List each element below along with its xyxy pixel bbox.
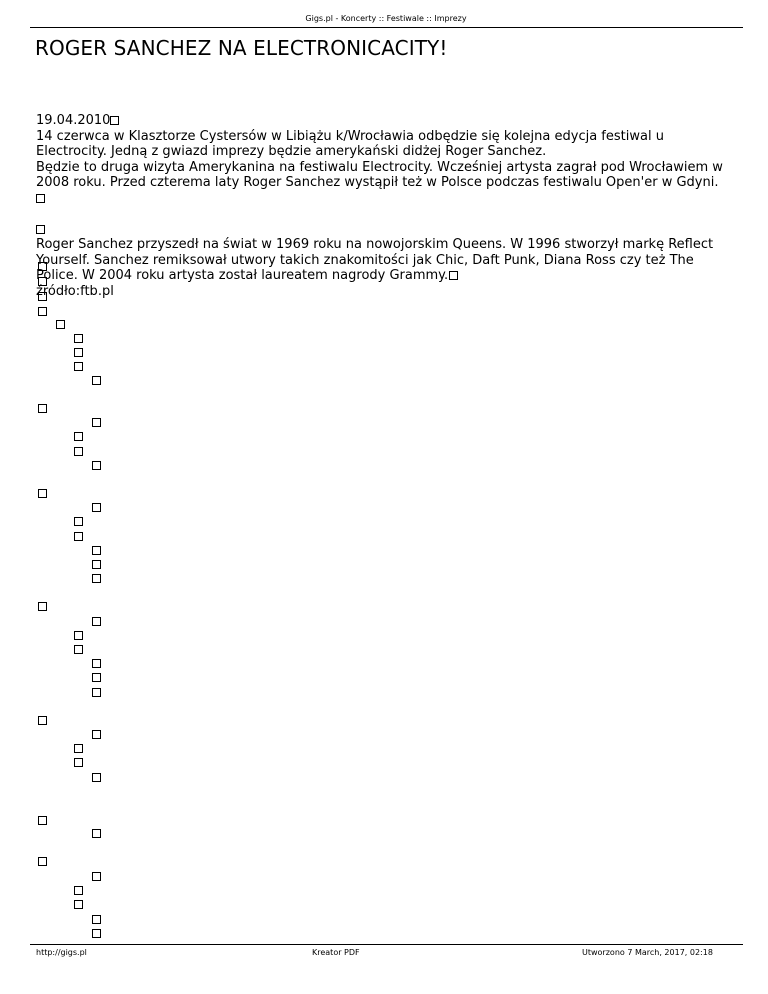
- missing-glyph-icon: [92, 829, 101, 838]
- paragraph-line: Będzie to druga wizyta Amerykanina na festiwalu Electrocity. Wcześniej artysta zagrał pod Wrocławiem w: [36, 159, 723, 175]
- missing-glyph-icon: [110, 116, 119, 125]
- missing-glyph-icon: [74, 744, 83, 753]
- missing-glyph-icon: [92, 688, 101, 697]
- missing-glyph-icon: [38, 816, 47, 825]
- missing-glyph-icon: [74, 900, 83, 909]
- missing-glyph-icon: [92, 560, 101, 569]
- missing-glyph-icon: [74, 532, 83, 541]
- paragraph-1: [36, 129, 736, 238]
- footer-created-date: Utworzono 7 March, 2017, 02:18: [582, 948, 713, 957]
- missing-glyph-icon: [74, 758, 83, 767]
- missing-glyph-icon: [92, 574, 101, 583]
- missing-glyph-icon: [92, 929, 101, 938]
- missing-glyph-icon: [38, 307, 47, 316]
- paragraph-line: Electrocity. Jedną z gwiazd imprezy będzie amerykański didżej Roger Sanchez.: [36, 144, 547, 159]
- missing-glyph-icon: [92, 461, 101, 470]
- missing-glyph-icon: [74, 886, 83, 895]
- footer-generator: Kreator PDF: [312, 948, 360, 957]
- missing-glyph-icon: [74, 362, 83, 371]
- missing-glyph-icon: [74, 517, 83, 526]
- missing-glyph-icon: [36, 225, 45, 234]
- missing-glyph-icon: [74, 432, 83, 441]
- missing-glyph-icon: [38, 716, 47, 725]
- missing-glyph-icon: [92, 376, 101, 385]
- paragraph-line: Roger Sanchez przyszedł na świat w 1969 roku na nowojorskim Queens. W 1996 stworzył markę Reflect: [36, 237, 714, 252]
- missing-glyph-icon: [92, 872, 101, 881]
- missing-glyph-icon: [92, 617, 101, 626]
- missing-glyph-icon: [92, 503, 101, 512]
- paragraph-2: [36, 237, 736, 284]
- missing-glyph-icon: [92, 773, 101, 782]
- missing-glyph-icon: [38, 602, 47, 611]
- article-date-line: [36, 113, 736, 129]
- missing-glyph-icon: [92, 418, 101, 427]
- missing-glyph-icon: [74, 334, 83, 343]
- missing-glyph-icon: [74, 447, 83, 456]
- missing-glyph-icon: [56, 320, 65, 329]
- article-date: 19.04.2010: [36, 113, 111, 128]
- article-title: ROGER SANCHEZ NA ELECTRONICACITY!: [35, 36, 448, 60]
- missing-glyph-icon: [38, 277, 47, 286]
- missing-glyph-icon: [38, 262, 47, 271]
- missing-glyph-icon: [74, 348, 83, 357]
- page-header: Gigs.pl - Koncerty :: Festiwale :: Imprezy: [305, 14, 467, 23]
- missing-glyph-icon: [38, 489, 47, 498]
- missing-glyph-icon: [36, 194, 45, 203]
- footer-url: http://gigs.pl: [36, 948, 87, 957]
- missing-glyph-icon: [74, 645, 83, 654]
- missing-glyph-icon: [38, 292, 47, 301]
- article-source: źródło:ftb.pl: [36, 283, 114, 299]
- missing-glyph-icon: [92, 659, 101, 668]
- paragraph-line: 2008 roku. Przed czterema laty Roger Sanchez wystąpił też w Polsce podczas festiwalu Open'er w Gdyni.: [36, 175, 719, 190]
- missing-glyph-icon: [92, 730, 101, 739]
- missing-glyph-icon: [74, 631, 83, 640]
- paragraph-line: Yourself. Sanchez remiksował utwory takich znakomitości jak Chic, Daft Punk, Diana Ross czy też The: [36, 252, 694, 268]
- missing-glyph-icon: [38, 404, 47, 413]
- missing-glyph-icon: [92, 673, 101, 682]
- paragraph-line: Police. W 2004 roku artysta został laureatem nagrody Grammy.: [36, 268, 449, 283]
- source-line: [36, 284, 736, 300]
- missing-glyph-icon: [92, 915, 101, 924]
- missing-glyph-icon: [92, 546, 101, 555]
- article-body: [36, 113, 736, 299]
- missing-glyph-icon: [449, 271, 458, 280]
- paragraph-line: 14 czerwca w Klasztorze Cystersów w Libiążu k/Wrocławia odbędzie się kolejna edycja festiwal u: [36, 128, 664, 144]
- footer-divider: [30, 944, 743, 945]
- header-divider: [30, 27, 743, 28]
- missing-glyph-icon: [38, 857, 47, 866]
